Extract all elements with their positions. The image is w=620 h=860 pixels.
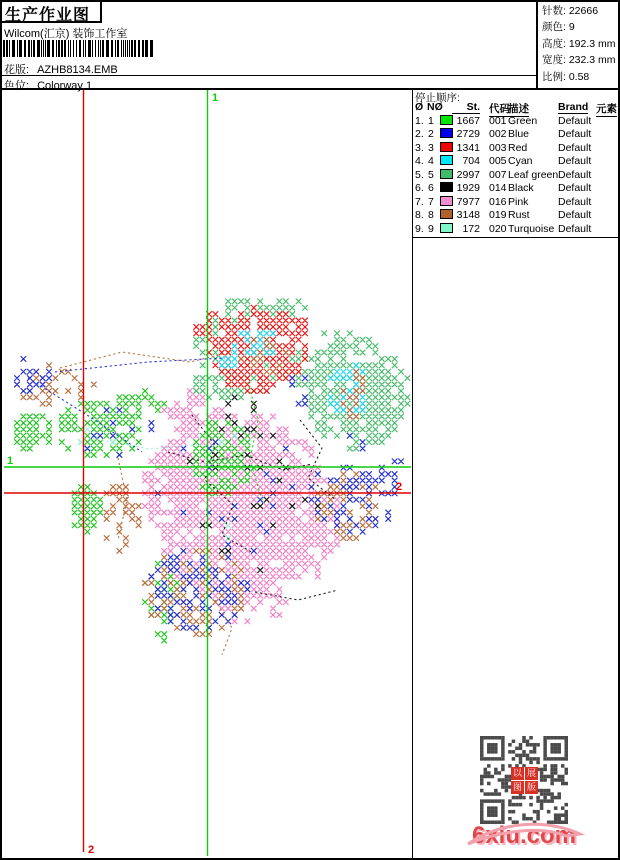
stop-index: 3. bbox=[415, 141, 424, 154]
thread-brand: Default bbox=[558, 128, 592, 141]
guide-label: 2 bbox=[88, 844, 95, 856]
qr-logo-char: 图 bbox=[512, 782, 522, 792]
stop-index: 4. bbox=[415, 155, 424, 168]
column-header: NØ bbox=[427, 101, 443, 113]
table-row bbox=[412, 223, 618, 236]
stitch-count: 1667 bbox=[456, 115, 480, 127]
qr-logo-char: 展 bbox=[526, 768, 536, 778]
color-description: Leaf green bbox=[508, 168, 559, 181]
column-header: 描述 bbox=[508, 103, 529, 115]
table-row bbox=[412, 169, 618, 182]
thread-brand: Default bbox=[558, 168, 592, 181]
color-description: Green bbox=[508, 115, 538, 127]
table-row bbox=[412, 115, 618, 128]
thread-brand: Default bbox=[558, 222, 592, 235]
info-row: 颜色: 9 bbox=[542, 21, 575, 34]
stop-index: 1. bbox=[415, 115, 424, 127]
table-row bbox=[412, 142, 618, 155]
info-row: 针数: 22666 bbox=[542, 5, 599, 17]
color-code: 003 bbox=[489, 141, 507, 154]
thread-brand: Default bbox=[558, 141, 592, 154]
thread-brand: Default bbox=[558, 155, 592, 168]
color-description: Pink bbox=[508, 195, 529, 208]
stop-index: 2. bbox=[415, 128, 424, 141]
table-bottom-border bbox=[412, 237, 618, 238]
color-description: Blue bbox=[508, 128, 530, 141]
stitch-layer-pink bbox=[142, 388, 346, 624]
color-code: 002 bbox=[489, 128, 507, 141]
stop-index: 5. bbox=[415, 168, 424, 181]
needle-number: 5 bbox=[428, 168, 434, 181]
table-row bbox=[412, 128, 618, 141]
color-description: Rust bbox=[508, 209, 530, 222]
thread-brand: Default bbox=[558, 115, 592, 127]
table-row bbox=[412, 209, 618, 222]
color-code: 020 bbox=[489, 222, 507, 235]
stitch-layer-leafgreen bbox=[193, 299, 410, 452]
stop-index: 7. bbox=[415, 195, 424, 208]
qr-logo-char: 版 bbox=[526, 782, 536, 792]
color-description: Black bbox=[508, 182, 534, 195]
stitch-count: 172 bbox=[462, 222, 480, 235]
colorway-value: Colorway 1 bbox=[37, 80, 93, 92]
table-header-row bbox=[412, 101, 618, 114]
needle-number: 4 bbox=[428, 155, 434, 168]
color-code: 016 bbox=[489, 195, 507, 208]
stitch-count: 1341 bbox=[456, 141, 480, 154]
color-code: 001 bbox=[489, 115, 507, 127]
travel-line bbox=[60, 352, 232, 368]
stitch-layer-green bbox=[14, 388, 256, 643]
info-row: 比例: 0.58 bbox=[542, 70, 590, 83]
needle-number: 8 bbox=[428, 209, 434, 222]
stitch-count: 2997 bbox=[456, 168, 480, 181]
thread-brand: Default bbox=[558, 209, 592, 222]
stitch-count: 2729 bbox=[456, 128, 480, 141]
stop-sequence-title: 停止顺序: bbox=[415, 92, 460, 104]
qr-logo-char: 以 bbox=[512, 768, 522, 778]
qr-logo bbox=[511, 767, 538, 794]
table-body bbox=[412, 115, 618, 236]
needle-number: 1 bbox=[428, 115, 434, 127]
color-description: Red bbox=[508, 141, 528, 154]
color-description: Cyan bbox=[508, 155, 533, 168]
column-header: Ø bbox=[415, 101, 424, 113]
travel-line bbox=[55, 358, 225, 372]
travel-line bbox=[215, 600, 232, 655]
needle-number: 3 bbox=[428, 141, 434, 154]
travel-line bbox=[92, 438, 205, 449]
column-header: Brand bbox=[558, 101, 589, 113]
page-title: 生产作业图 bbox=[0, 0, 102, 23]
design-info-box bbox=[536, 0, 620, 90]
color-code: 005 bbox=[489, 155, 507, 168]
header-bottom-border bbox=[0, 88, 620, 90]
design-file-label: 花版: bbox=[4, 64, 30, 76]
thread-brand: Default bbox=[558, 182, 592, 195]
color-code: 014 bbox=[489, 182, 507, 195]
stop-index: 8. bbox=[415, 209, 424, 222]
studio-name: Wilcom(汇京) 装饰工作室 bbox=[4, 28, 128, 40]
stitch-count: 704 bbox=[462, 155, 480, 168]
needle-number: 2 bbox=[428, 128, 434, 141]
colorway-label: 色位: bbox=[4, 80, 30, 92]
stitch-count: 1929 bbox=[456, 182, 480, 195]
table-row bbox=[412, 196, 618, 209]
table-row bbox=[412, 155, 618, 168]
guide-label: 2 bbox=[396, 481, 403, 493]
watermark-text: 6xiu.com bbox=[471, 822, 577, 849]
stop-index: 6. bbox=[415, 182, 424, 195]
guide-label: 1 bbox=[212, 92, 219, 104]
stitch-count: 3148 bbox=[456, 209, 480, 222]
color-code: 007 bbox=[489, 168, 507, 181]
info-row: 高度: 192.3 mm bbox=[542, 37, 616, 50]
column-header: 元素 bbox=[596, 103, 617, 115]
color-code: 019 bbox=[489, 209, 507, 222]
color-description: Turquoise bbox=[508, 222, 555, 235]
guide-label: 1 bbox=[7, 455, 14, 467]
column-header: 代码 bbox=[489, 103, 510, 115]
table-row bbox=[412, 182, 618, 195]
thread-brand: Default bbox=[558, 195, 592, 208]
stitch-layer-cyan bbox=[219, 331, 365, 420]
design-file-value: AZHB8134.EMB bbox=[37, 64, 118, 76]
stop-sequence-table bbox=[412, 88, 618, 237]
stitch-count: 7977 bbox=[456, 195, 480, 208]
needle-number: 7 bbox=[428, 195, 434, 208]
column-header: St. bbox=[452, 101, 480, 114]
needle-number: 6 bbox=[428, 182, 434, 195]
stop-index: 9. bbox=[415, 222, 424, 235]
needle-number: 9 bbox=[428, 222, 434, 235]
info-row: 宽度: 232.3 mm bbox=[542, 54, 616, 67]
